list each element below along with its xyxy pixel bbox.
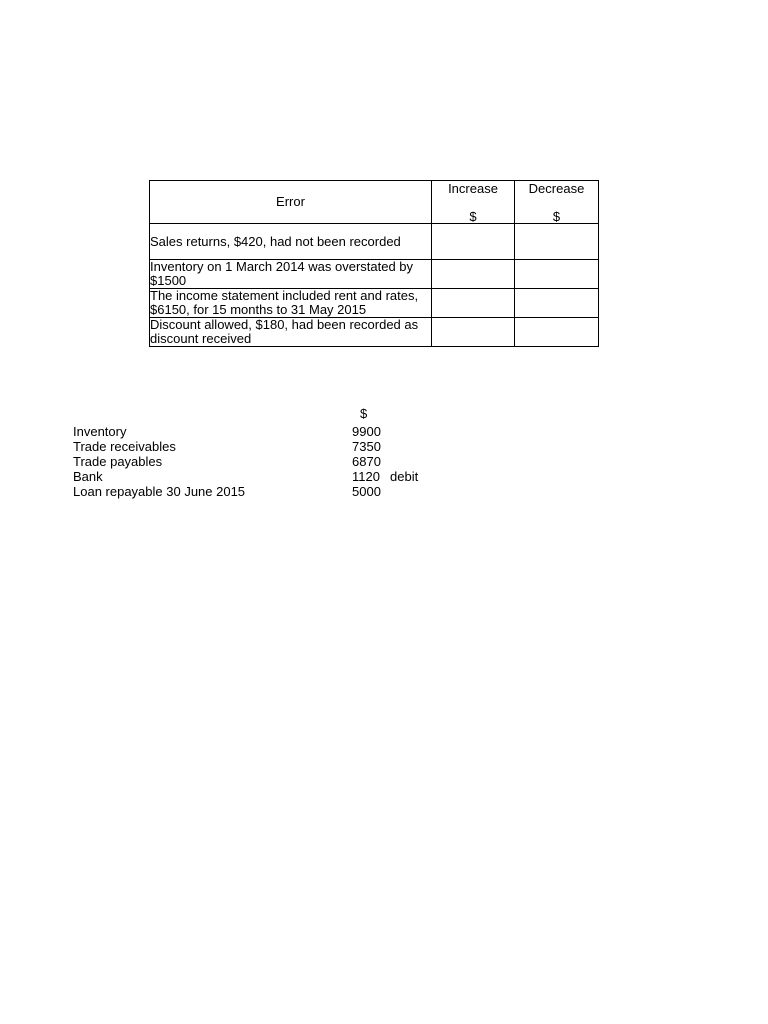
balance-value: 6870 bbox=[352, 454, 381, 469]
balance-value: 1120 bbox=[352, 469, 380, 484]
table-row bbox=[150, 289, 599, 318]
balance-note: debit bbox=[390, 469, 419, 484]
decrease-column-header bbox=[515, 181, 599, 224]
decrease-label: Decrease bbox=[528, 181, 585, 196]
error-table-header-row bbox=[150, 181, 599, 224]
error-table bbox=[149, 180, 599, 347]
balance-currency-header: $ bbox=[360, 406, 368, 421]
table-row bbox=[150, 224, 599, 260]
error-description: Discount allowed, $180, had been recorded as discount received bbox=[150, 318, 432, 347]
decrease-cell[interactable] bbox=[515, 318, 599, 347]
increase-cell[interactable] bbox=[432, 289, 515, 318]
error-column-header: Error bbox=[150, 181, 432, 224]
decrease-currency: $ bbox=[552, 209, 561, 224]
increase-label: Increase bbox=[448, 181, 498, 196]
table-row bbox=[150, 260, 599, 289]
error-description: Inventory on 1 March 2014 was overstated by $1500 bbox=[150, 260, 432, 289]
decrease-cell[interactable] bbox=[515, 289, 599, 318]
balance-name: Trade receivables bbox=[73, 439, 176, 454]
increase-cell[interactable] bbox=[432, 224, 515, 260]
increase-cell[interactable] bbox=[432, 318, 515, 347]
balance-name: Loan repayable 30 June 2015 bbox=[73, 484, 246, 499]
error-description: Sales returns, $420, had not been recorded bbox=[150, 224, 432, 260]
balance-name: Bank bbox=[73, 469, 103, 484]
balance-name: Trade payables bbox=[73, 454, 163, 469]
decrease-cell[interactable] bbox=[515, 224, 599, 260]
balance-name: Inventory bbox=[73, 424, 127, 439]
increase-cell[interactable] bbox=[432, 260, 515, 289]
increase-column-header bbox=[432, 181, 515, 224]
balance-value: 5000 bbox=[352, 484, 381, 499]
balance-value: 7350 bbox=[352, 439, 381, 454]
increase-currency: $ bbox=[469, 209, 477, 224]
decrease-cell[interactable] bbox=[515, 260, 599, 289]
error-description: The income statement included rent and rates, $6150, for 15 months to 31 May 2015 bbox=[150, 289, 432, 318]
balance-value: 9900 bbox=[352, 424, 381, 439]
table-row bbox=[150, 318, 599, 347]
